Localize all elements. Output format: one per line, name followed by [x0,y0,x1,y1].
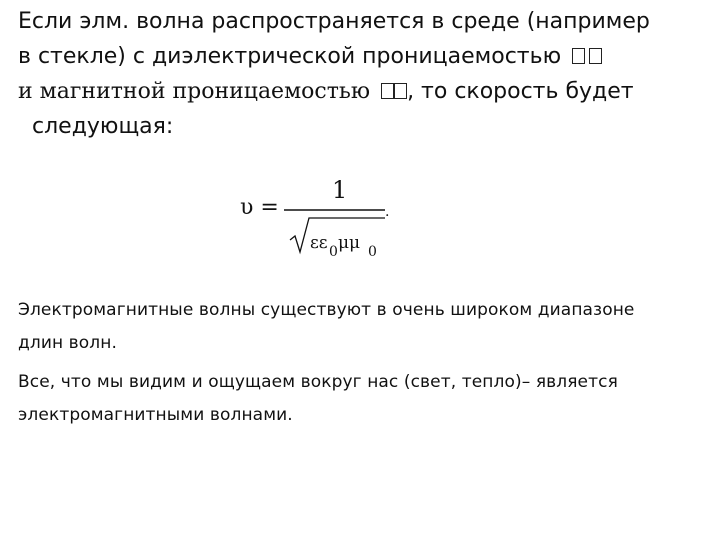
missing-glyph-icon [572,48,585,64]
intro-line-4: следующая: [32,114,174,139]
p1-line-1: Электромагнитные волны существуют в очень широком диапазоне [18,300,635,320]
missing-glyph-icon [394,83,407,99]
formula-lhs: υ = [240,195,279,220]
intro-line-3-text-b: , то скорость будет [407,79,634,104]
paragraph-wavelengths [18,294,718,360]
missing-glyph-icon [589,48,602,64]
intro-text [18,4,708,144]
intro-line-1: Если элм. волна распространяется в среде (например [18,9,650,34]
formula-graphic [240,170,410,270]
p2-line-2: электромагнитными волнами. [18,405,293,425]
formula-sub-zero-2: 0 [368,244,377,260]
intro-line-2 [18,39,708,74]
formula-trailing-dot: . [385,204,390,220]
intro-line-2-text: в стекле) с диэлектрической проницаемостью [18,44,562,69]
formula-sub-zero-1: 0 [329,244,338,260]
paragraph-everyday [18,366,718,432]
intro-line-3-text-a: и магнитной проницаемостью [18,79,371,104]
formula-numerator: 1 [332,176,348,204]
intro-line-3 [18,74,708,109]
p2-line-1: Все, что мы видим и ощущаем вокруг нас (свет, тепло)– является [18,372,618,392]
missing-glyph-icon [381,83,394,99]
p1-line-2: длин волн. [18,333,117,353]
formula-epsilon: εε [310,233,328,253]
formula-mu: μμ [338,233,361,253]
velocity-formula [240,170,410,270]
